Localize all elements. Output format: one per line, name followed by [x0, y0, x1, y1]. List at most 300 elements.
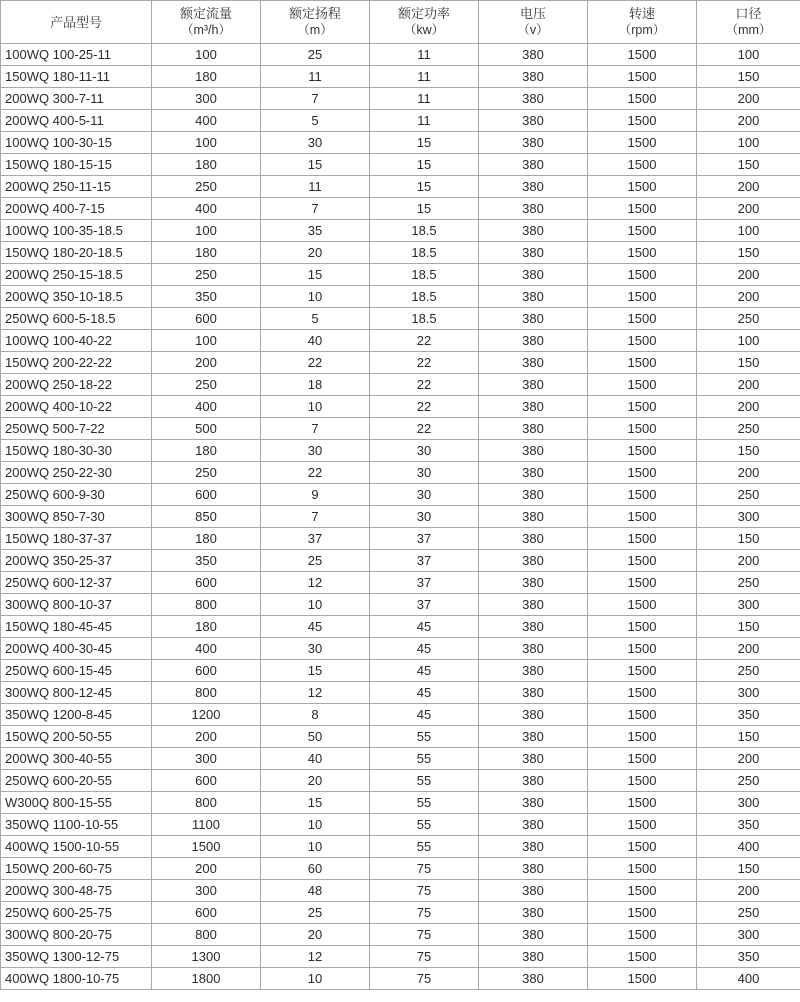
cell-head: 20: [261, 770, 370, 792]
cell-flow: 100: [152, 330, 261, 352]
cell-diameter: 300: [697, 594, 800, 616]
cell-diameter: 400: [697, 836, 800, 858]
cell-head: 30: [261, 440, 370, 462]
column-header-voltage: [479, 1, 588, 44]
table-row: [1, 176, 800, 198]
cell-model: 100WQ 100-25-11: [1, 44, 152, 66]
cell-speed: 1500: [588, 242, 697, 264]
cell-power: 15: [370, 176, 479, 198]
cell-head: 9: [261, 484, 370, 506]
cell-head: 25: [261, 902, 370, 924]
cell-power: 22: [370, 418, 479, 440]
table-row: [1, 748, 800, 770]
cell-flow: 300: [152, 748, 261, 770]
table-row: [1, 946, 800, 968]
cell-flow: 250: [152, 176, 261, 198]
cell-flow: 800: [152, 792, 261, 814]
cell-speed: 1500: [588, 858, 697, 880]
cell-head: 20: [261, 242, 370, 264]
cell-head: 12: [261, 572, 370, 594]
cell-model: 150WQ 180-15-15: [1, 154, 152, 176]
cell-speed: 1500: [588, 440, 697, 462]
cell-head: 15: [261, 154, 370, 176]
column-header-flow: [152, 1, 261, 44]
cell-power: 11: [370, 110, 479, 132]
cell-power: 75: [370, 858, 479, 880]
cell-flow: 180: [152, 66, 261, 88]
cell-head: 10: [261, 836, 370, 858]
cell-head: 22: [261, 462, 370, 484]
cell-voltage: 380: [479, 154, 588, 176]
cell-speed: 1500: [588, 726, 697, 748]
cell-head: 10: [261, 286, 370, 308]
cell-model: 400WQ 1800-10-75: [1, 968, 152, 990]
cell-power: 11: [370, 88, 479, 110]
column-header-unit: （v）: [517, 23, 549, 37]
cell-speed: 1500: [588, 198, 697, 220]
cell-flow: 600: [152, 660, 261, 682]
cell-head: 12: [261, 682, 370, 704]
cell-voltage: 380: [479, 198, 588, 220]
table-row: [1, 462, 800, 484]
table-row: [1, 506, 800, 528]
column-header-unit: （kw）: [403, 23, 445, 37]
cell-head: 45: [261, 616, 370, 638]
cell-power: 45: [370, 682, 479, 704]
cell-head: 60: [261, 858, 370, 880]
cell-model: 250WQ 500-7-22: [1, 418, 152, 440]
cell-flow: 600: [152, 902, 261, 924]
table-body: [1, 44, 800, 990]
cell-voltage: 380: [479, 506, 588, 528]
cell-voltage: 380: [479, 484, 588, 506]
cell-power: 45: [370, 616, 479, 638]
cell-diameter: 350: [697, 704, 800, 726]
cell-flow: 1800: [152, 968, 261, 990]
cell-flow: 180: [152, 528, 261, 550]
column-header-unit: （rpm）: [618, 23, 666, 37]
cell-head: 35: [261, 220, 370, 242]
table-row: [1, 528, 800, 550]
cell-model: 200WQ 250-22-30: [1, 462, 152, 484]
cell-flow: 800: [152, 924, 261, 946]
cell-voltage: 380: [479, 660, 588, 682]
cell-model: 200WQ 250-18-22: [1, 374, 152, 396]
cell-power: 45: [370, 704, 479, 726]
cell-voltage: 380: [479, 330, 588, 352]
cell-speed: 1500: [588, 660, 697, 682]
cell-diameter: 150: [697, 726, 800, 748]
cell-voltage: 380: [479, 858, 588, 880]
table-row: [1, 242, 800, 264]
table-row: [1, 330, 800, 352]
cell-diameter: 100: [697, 330, 800, 352]
cell-power: 30: [370, 506, 479, 528]
cell-flow: 200: [152, 352, 261, 374]
cell-voltage: 380: [479, 132, 588, 154]
cell-head: 22: [261, 352, 370, 374]
cell-speed: 1500: [588, 968, 697, 990]
cell-voltage: 380: [479, 968, 588, 990]
cell-head: 30: [261, 132, 370, 154]
table-row: [1, 440, 800, 462]
cell-diameter: 250: [697, 660, 800, 682]
cell-voltage: 380: [479, 418, 588, 440]
cell-flow: 400: [152, 638, 261, 660]
cell-head: 37: [261, 528, 370, 550]
cell-model: 250WQ 600-20-55: [1, 770, 152, 792]
cell-speed: 1500: [588, 506, 697, 528]
cell-head: 7: [261, 88, 370, 110]
cell-power: 18.5: [370, 220, 479, 242]
cell-speed: 1500: [588, 880, 697, 902]
cell-model: 200WQ 400-5-11: [1, 110, 152, 132]
cell-voltage: 380: [479, 176, 588, 198]
cell-flow: 300: [152, 88, 261, 110]
column-header-power: [370, 1, 479, 44]
cell-head: 5: [261, 110, 370, 132]
cell-model: 200WQ 250-11-15: [1, 176, 152, 198]
cell-diameter: 200: [697, 88, 800, 110]
cell-diameter: 400: [697, 968, 800, 990]
cell-model: 200WQ 300-7-11: [1, 88, 152, 110]
cell-speed: 1500: [588, 924, 697, 946]
cell-model: 150WQ 180-20-18.5: [1, 242, 152, 264]
cell-head: 40: [261, 748, 370, 770]
table-row: [1, 638, 800, 660]
cell-power: 22: [370, 330, 479, 352]
cell-power: 75: [370, 902, 479, 924]
cell-voltage: 380: [479, 550, 588, 572]
cell-head: 40: [261, 330, 370, 352]
cell-flow: 350: [152, 550, 261, 572]
cell-voltage: 380: [479, 748, 588, 770]
cell-power: 18.5: [370, 286, 479, 308]
cell-head: 15: [261, 264, 370, 286]
cell-voltage: 380: [479, 946, 588, 968]
cell-diameter: 150: [697, 858, 800, 880]
cell-power: 75: [370, 880, 479, 902]
cell-voltage: 380: [479, 638, 588, 660]
cell-power: 22: [370, 396, 479, 418]
cell-power: 55: [370, 748, 479, 770]
cell-flow: 200: [152, 858, 261, 880]
cell-power: 75: [370, 924, 479, 946]
cell-model: 150WQ 180-11-11: [1, 66, 152, 88]
cell-power: 37: [370, 594, 479, 616]
cell-diameter: 200: [697, 110, 800, 132]
cell-power: 37: [370, 572, 479, 594]
cell-flow: 1100: [152, 814, 261, 836]
cell-voltage: 380: [479, 528, 588, 550]
cell-power: 55: [370, 726, 479, 748]
cell-diameter: 200: [697, 264, 800, 286]
cell-flow: 350: [152, 286, 261, 308]
column-header-label: 电压: [519, 6, 546, 21]
cell-head: 5: [261, 308, 370, 330]
cell-speed: 1500: [588, 264, 697, 286]
cell-flow: 250: [152, 264, 261, 286]
cell-model: 150WQ 200-50-55: [1, 726, 152, 748]
cell-diameter: 200: [697, 880, 800, 902]
cell-diameter: 150: [697, 242, 800, 264]
cell-head: 7: [261, 418, 370, 440]
column-header-label: 转速: [628, 6, 655, 21]
cell-model: 150WQ 180-30-30: [1, 440, 152, 462]
cell-voltage: 380: [479, 352, 588, 374]
cell-power: 37: [370, 550, 479, 572]
table-row: [1, 418, 800, 440]
cell-flow: 500: [152, 418, 261, 440]
cell-diameter: 300: [697, 682, 800, 704]
cell-diameter: 150: [697, 352, 800, 374]
cell-power: 37: [370, 528, 479, 550]
cell-diameter: 150: [697, 440, 800, 462]
cell-voltage: 380: [479, 110, 588, 132]
cell-diameter: 100: [697, 44, 800, 66]
cell-power: 18.5: [370, 264, 479, 286]
cell-diameter: 150: [697, 154, 800, 176]
cell-head: 15: [261, 660, 370, 682]
cell-head: 25: [261, 44, 370, 66]
cell-head: 11: [261, 66, 370, 88]
cell-voltage: 380: [479, 462, 588, 484]
cell-head: 50: [261, 726, 370, 748]
table-row: [1, 858, 800, 880]
cell-speed: 1500: [588, 286, 697, 308]
cell-model: W300Q 800-15-55: [1, 792, 152, 814]
table-row: [1, 396, 800, 418]
table-row: [1, 902, 800, 924]
cell-head: 12: [261, 946, 370, 968]
cell-speed: 1500: [588, 528, 697, 550]
cell-diameter: 200: [697, 748, 800, 770]
cell-speed: 1500: [588, 748, 697, 770]
cell-voltage: 380: [479, 286, 588, 308]
cell-diameter: 200: [697, 374, 800, 396]
cell-diameter: 350: [697, 946, 800, 968]
table-row: [1, 968, 800, 990]
cell-power: 18.5: [370, 242, 479, 264]
cell-flow: 800: [152, 682, 261, 704]
cell-head: 25: [261, 550, 370, 572]
cell-power: 30: [370, 462, 479, 484]
cell-power: 22: [370, 352, 479, 374]
cell-power: 15: [370, 154, 479, 176]
cell-diameter: 250: [697, 308, 800, 330]
column-header-head: [261, 1, 370, 44]
cell-voltage: 380: [479, 704, 588, 726]
cell-diameter: 200: [697, 462, 800, 484]
cell-voltage: 380: [479, 440, 588, 462]
cell-speed: 1500: [588, 330, 697, 352]
cell-power: 55: [370, 814, 479, 836]
cell-flow: 600: [152, 484, 261, 506]
cell-model: 200WQ 300-48-75: [1, 880, 152, 902]
cell-power: 22: [370, 374, 479, 396]
cell-flow: 100: [152, 132, 261, 154]
column-header-unit: （mm）: [725, 23, 772, 37]
cell-speed: 1500: [588, 220, 697, 242]
cell-diameter: 200: [697, 176, 800, 198]
cell-model: 250WQ 600-25-75: [1, 902, 152, 924]
column-header-speed: [588, 1, 697, 44]
table-row: [1, 110, 800, 132]
cell-power: 55: [370, 792, 479, 814]
cell-model: 350WQ 1300-12-75: [1, 946, 152, 968]
table-row: [1, 792, 800, 814]
cell-model: 350WQ 1200-8-45: [1, 704, 152, 726]
cell-voltage: 380: [479, 770, 588, 792]
cell-voltage: 380: [479, 308, 588, 330]
cell-diameter: 250: [697, 770, 800, 792]
table-row: [1, 572, 800, 594]
cell-speed: 1500: [588, 770, 697, 792]
cell-diameter: 300: [697, 924, 800, 946]
table-row: [1, 682, 800, 704]
table-row: [1, 660, 800, 682]
table-row: [1, 66, 800, 88]
cell-flow: 100: [152, 44, 261, 66]
column-header-label: 口径: [735, 6, 762, 21]
cell-head: 8: [261, 704, 370, 726]
cell-power: 75: [370, 968, 479, 990]
table-row: [1, 770, 800, 792]
cell-flow: 180: [152, 154, 261, 176]
cell-speed: 1500: [588, 88, 697, 110]
column-header-label: 产品型号: [49, 14, 102, 30]
cell-head: 48: [261, 880, 370, 902]
cell-voltage: 380: [479, 88, 588, 110]
cell-model: 150WQ 180-45-45: [1, 616, 152, 638]
cell-model: 200WQ 400-7-15: [1, 198, 152, 220]
table-header: [1, 1, 800, 44]
cell-flow: 300: [152, 880, 261, 902]
cell-diameter: 200: [697, 550, 800, 572]
cell-power: 45: [370, 638, 479, 660]
cell-voltage: 380: [479, 44, 588, 66]
cell-flow: 400: [152, 396, 261, 418]
cell-model: 100WQ 100-30-15: [1, 132, 152, 154]
cell-model: 250WQ 600-12-37: [1, 572, 152, 594]
cell-diameter: 250: [697, 484, 800, 506]
cell-diameter: 200: [697, 286, 800, 308]
cell-model: 100WQ 100-35-18.5: [1, 220, 152, 242]
cell-model: 250WQ 600-9-30: [1, 484, 152, 506]
table-row: [1, 704, 800, 726]
table-row: [1, 374, 800, 396]
cell-model: 200WQ 350-10-18.5: [1, 286, 152, 308]
cell-diameter: 300: [697, 506, 800, 528]
cell-voltage: 380: [479, 66, 588, 88]
cell-model: 200WQ 350-25-37: [1, 550, 152, 572]
cell-voltage: 380: [479, 242, 588, 264]
table-row: [1, 616, 800, 638]
column-header-diameter: [697, 1, 800, 44]
table-row: [1, 352, 800, 374]
cell-flow: 180: [152, 440, 261, 462]
cell-head: 10: [261, 396, 370, 418]
cell-diameter: 300: [697, 792, 800, 814]
cell-flow: 250: [152, 374, 261, 396]
cell-diameter: 200: [697, 638, 800, 660]
cell-model: 350WQ 1100-10-55: [1, 814, 152, 836]
table-row: [1, 814, 800, 836]
cell-power: 55: [370, 836, 479, 858]
table-row: [1, 836, 800, 858]
cell-speed: 1500: [588, 418, 697, 440]
cell-power: 18.5: [370, 308, 479, 330]
column-header-label: 额定功率: [397, 6, 450, 21]
cell-model: 150WQ 180-37-37: [1, 528, 152, 550]
cell-power: 30: [370, 484, 479, 506]
cell-flow: 200: [152, 726, 261, 748]
cell-speed: 1500: [588, 396, 697, 418]
cell-diameter: 350: [697, 814, 800, 836]
table-row: [1, 132, 800, 154]
cell-voltage: 380: [479, 594, 588, 616]
table-row: [1, 264, 800, 286]
cell-diameter: 150: [697, 66, 800, 88]
cell-voltage: 380: [479, 264, 588, 286]
cell-diameter: 250: [697, 902, 800, 924]
cell-head: 7: [261, 198, 370, 220]
column-header-unit: （m³/h）: [180, 23, 231, 37]
cell-model: 300WQ 800-20-75: [1, 924, 152, 946]
cell-model: 200WQ 250-15-18.5: [1, 264, 152, 286]
table-row: [1, 198, 800, 220]
cell-model: 200WQ 400-10-22: [1, 396, 152, 418]
cell-speed: 1500: [588, 572, 697, 594]
cell-diameter: 100: [697, 220, 800, 242]
cell-power: 11: [370, 44, 479, 66]
cell-model: 400WQ 1500-10-55: [1, 836, 152, 858]
cell-flow: 800: [152, 594, 261, 616]
cell-voltage: 380: [479, 726, 588, 748]
cell-diameter: 100: [697, 132, 800, 154]
cell-speed: 1500: [588, 550, 697, 572]
cell-head: 18: [261, 374, 370, 396]
cell-power: 15: [370, 198, 479, 220]
table-row: [1, 308, 800, 330]
cell-speed: 1500: [588, 154, 697, 176]
header-row: [1, 1, 800, 44]
column-header-model: [1, 1, 152, 44]
cell-head: 30: [261, 638, 370, 660]
cell-diameter: 150: [697, 616, 800, 638]
cell-speed: 1500: [588, 352, 697, 374]
cell-speed: 1500: [588, 814, 697, 836]
cell-voltage: 380: [479, 374, 588, 396]
cell-diameter: 200: [697, 396, 800, 418]
column-header-label: 额定流量: [179, 6, 232, 21]
cell-power: 55: [370, 770, 479, 792]
cell-voltage: 380: [479, 572, 588, 594]
cell-voltage: 380: [479, 880, 588, 902]
cell-head: 7: [261, 506, 370, 528]
cell-power: 15: [370, 132, 479, 154]
cell-speed: 1500: [588, 836, 697, 858]
table-row: [1, 726, 800, 748]
cell-head: 15: [261, 792, 370, 814]
cell-head: 10: [261, 968, 370, 990]
cell-speed: 1500: [588, 704, 697, 726]
cell-flow: 400: [152, 198, 261, 220]
cell-model: 300WQ 850-7-30: [1, 506, 152, 528]
cell-speed: 1500: [588, 66, 697, 88]
cell-diameter: 200: [697, 198, 800, 220]
cell-flow: 600: [152, 572, 261, 594]
